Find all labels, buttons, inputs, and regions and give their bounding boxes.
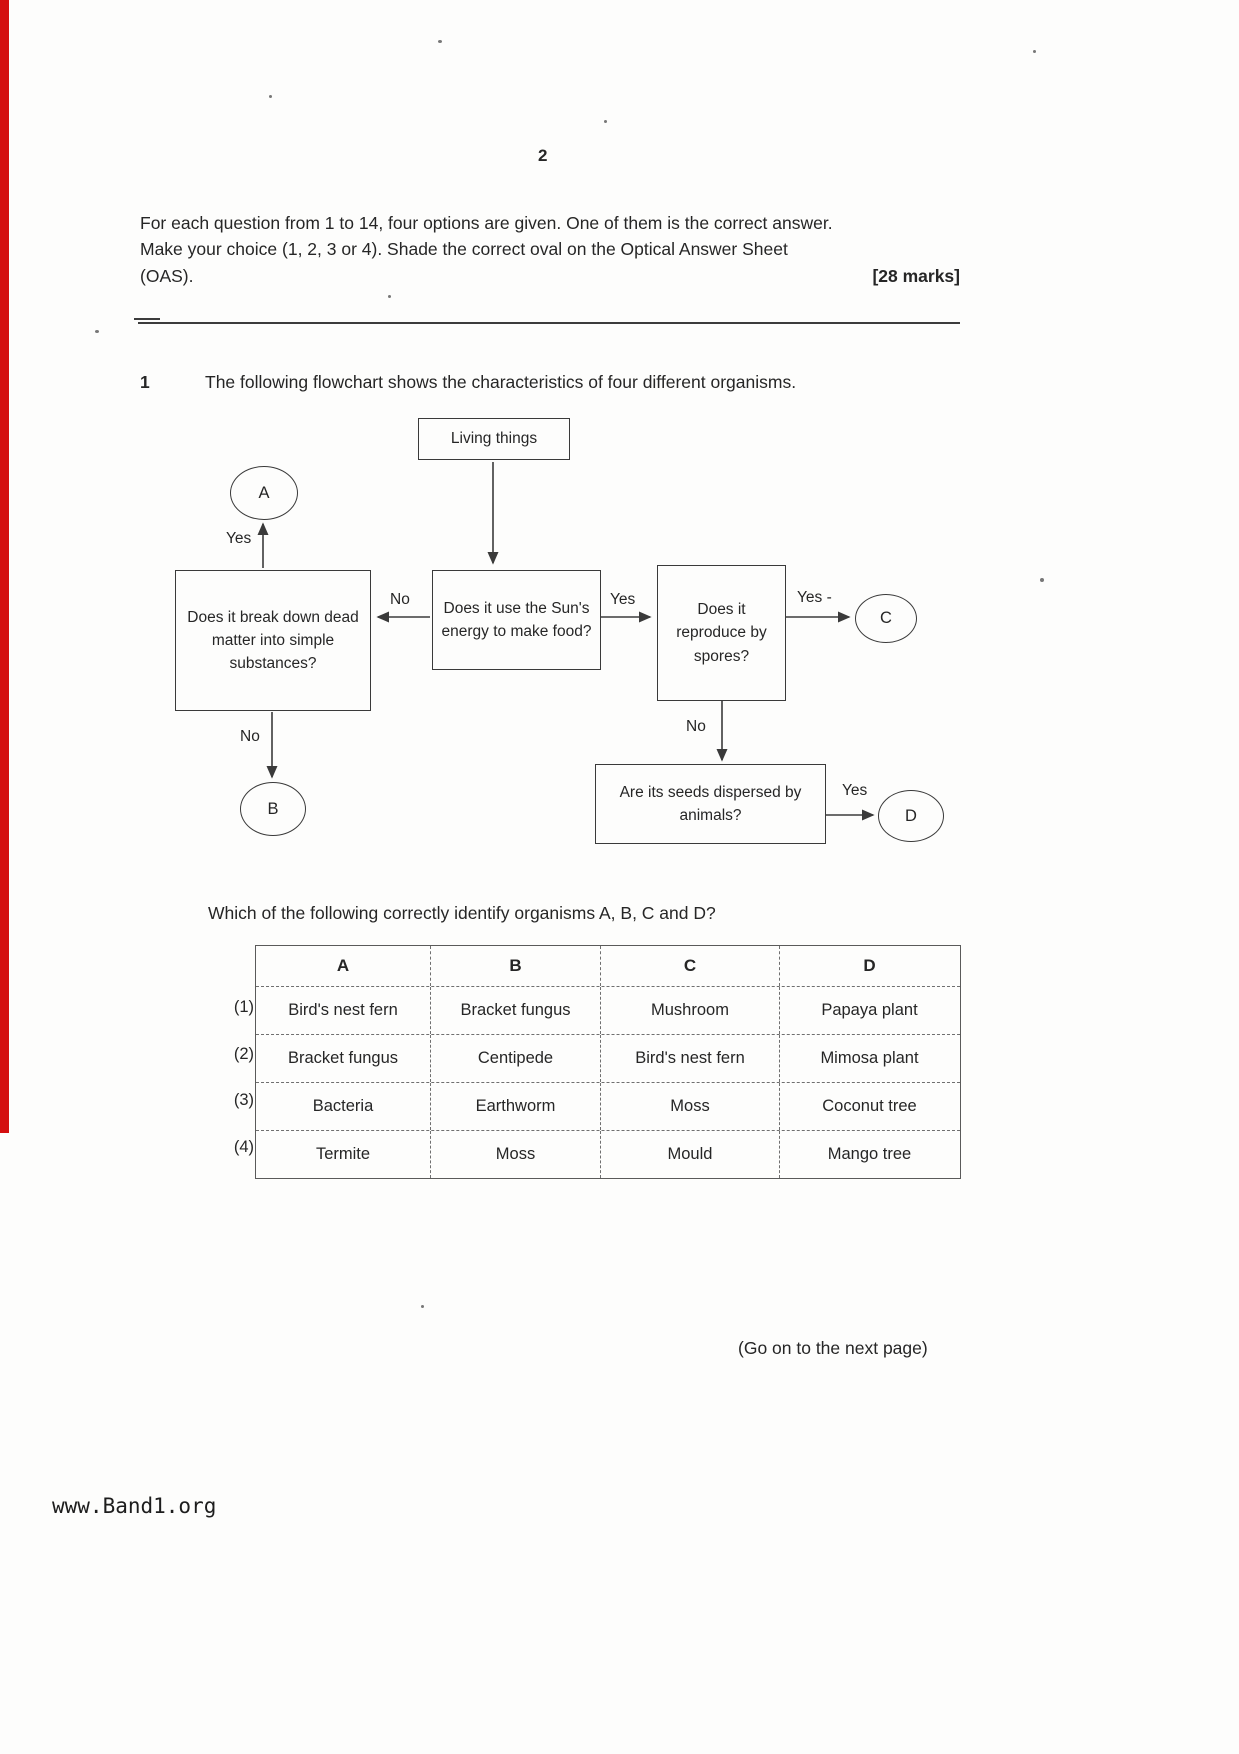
scan-speckle [388, 295, 391, 298]
instructions-line-3: (OAS). [140, 265, 194, 286]
table-cell: Bird's nest fern [601, 1035, 780, 1082]
table-row [256, 1082, 960, 1130]
red-margin-bar [0, 0, 9, 1133]
answer-table [255, 945, 961, 1179]
flowchart-node-break-down: Does it break down dead matter into simple substances? [175, 570, 371, 711]
option-label-3: (3) [233, 1091, 254, 1109]
table-cell: Bacteria [256, 1083, 431, 1130]
flowchart-node-spores: Does it reproduce by spores? [657, 565, 786, 701]
table-cell: Mushroom [601, 987, 780, 1034]
page-number: 2 [538, 146, 548, 165]
scan-speckle [1033, 50, 1036, 53]
instructions-line-2: Make your choice (1, 2, 3 or 4). Shade the correct oval on the Optical Answer Sheet [140, 239, 788, 260]
option-label-4: (4) [233, 1138, 254, 1156]
scan-speckle [421, 1305, 424, 1308]
watermark: www.Band1.org [52, 1494, 217, 1518]
option-label-1: (1) [233, 998, 254, 1016]
terminal-c: C [855, 594, 917, 643]
table-row [256, 1130, 960, 1178]
table-header-d: D [863, 956, 876, 975]
table-cell: Coconut tree [822, 1097, 917, 1115]
table-cell: Bracket fungus [431, 987, 601, 1034]
branch-label-yes-d: Yes [842, 782, 868, 799]
option-label-2: (2) [233, 1045, 254, 1063]
branch-label-yes-c: Yes - [797, 589, 832, 606]
table-header-row [256, 946, 960, 986]
scan-speckle [438, 40, 442, 43]
question-text: The following flowchart shows the characteristics of four different organisms. [205, 372, 797, 392]
branch-label-no-b: No [240, 728, 260, 745]
table-row [256, 986, 960, 1034]
flowchart-node-start: Living things [418, 418, 570, 460]
scan-speckle [95, 330, 99, 333]
question-number: 1 [140, 372, 150, 392]
branch-label-no-left: No [390, 591, 410, 608]
scan-speckle [1040, 578, 1044, 582]
marks-label: [28 marks] [872, 265, 960, 286]
table-cell: Bird's nest fern [256, 987, 431, 1034]
table-cell: Mango tree [827, 1145, 912, 1163]
scan-speckle [604, 120, 607, 123]
terminal-b: B [240, 782, 306, 836]
branch-label-no-seeds: No [686, 718, 706, 735]
question-sub-text: Which of the following correctly identify organisms A, B, C and D? [208, 903, 716, 923]
branch-label-yes-spores: Yes [610, 591, 636, 608]
table-header-a: A [256, 946, 431, 986]
table-cell: Mould [601, 1131, 780, 1178]
scan-speckle [269, 95, 272, 98]
table-cell: Papaya plant [821, 1001, 918, 1019]
table-cell: Earthworm [431, 1083, 601, 1130]
table-cell: Centipede [431, 1035, 601, 1082]
instructions-line-1: For each question from 1 to 14, four options are given. One of them is the correct answer. [140, 213, 833, 233]
table-row [256, 1034, 960, 1082]
table-header-c: C [601, 946, 780, 986]
terminal-a: A [230, 466, 298, 520]
table-cell: Moss [431, 1131, 601, 1178]
terminal-d: D [878, 790, 944, 842]
section-divider [138, 322, 960, 324]
table-cell: Bracket fungus [256, 1035, 431, 1082]
go-on-note: (Go on to the next page) [738, 1338, 928, 1358]
flowchart-node-seeds: Are its seeds dispersed by animals? [595, 764, 826, 844]
table-cell: Mimosa plant [820, 1049, 919, 1067]
flowchart-node-sun-energy: Does it use the Sun's energy to make food? [432, 570, 601, 670]
exam-instructions [140, 210, 960, 289]
table-cell: Moss [601, 1083, 780, 1130]
branch-label-yes-a: Yes [226, 530, 252, 547]
table-header-b: B [431, 946, 601, 986]
table-cell: Termite [256, 1131, 431, 1178]
